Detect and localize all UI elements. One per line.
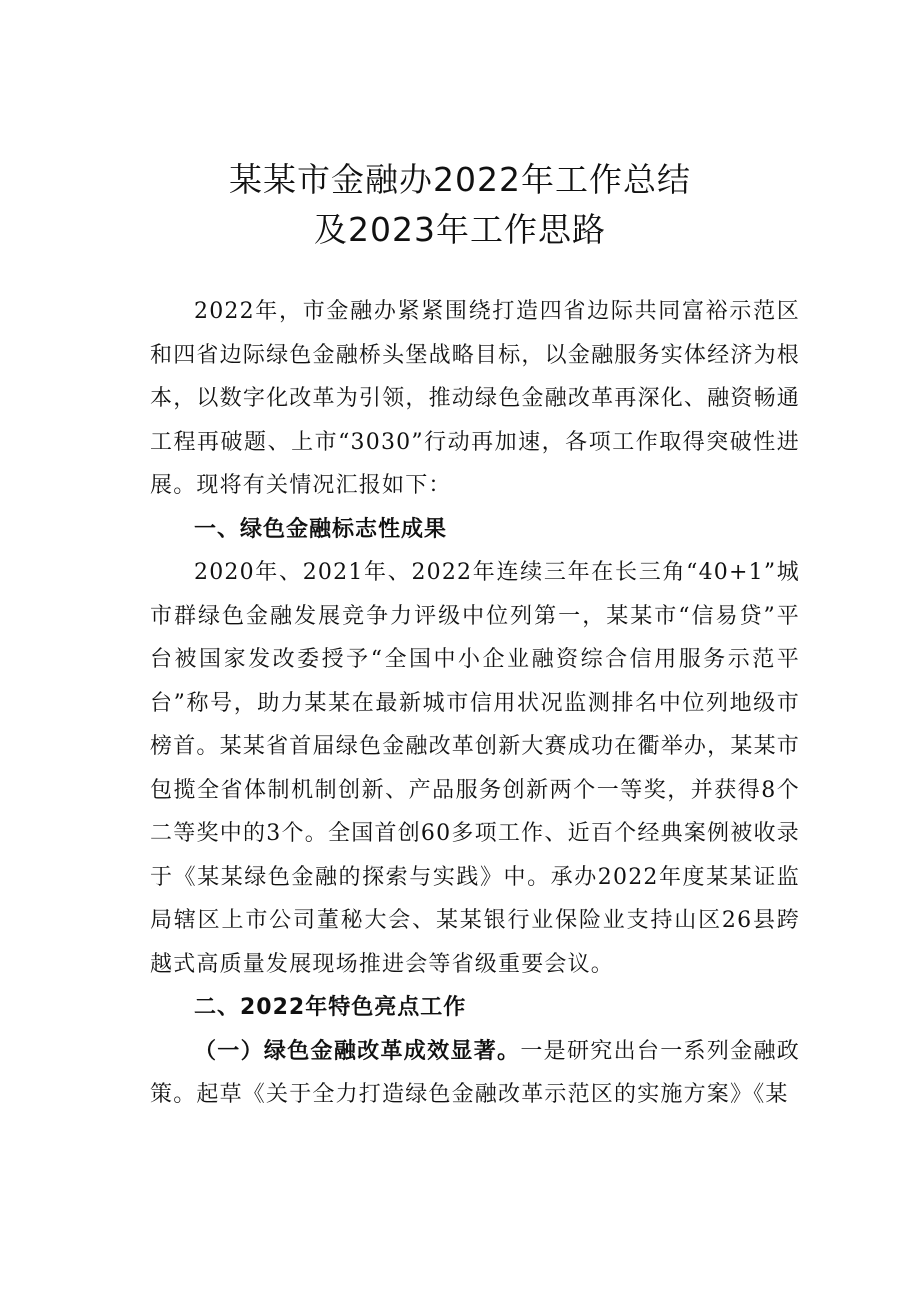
document-body [150, 290, 800, 1117]
section-1-paragraph: 2020年、2021年、2022年连续三年在长三角“40+1”城市群绿色金融发展竞争力评级中位列第一，某某市“信易贷”平台被国家发改委授予“全国中小企业融资综合信用服务示范平台”称号，助力某某在最新城市信用状况监测排名中位列地级市榜首。某某省首届绿色金融改革创新大赛成功在衢举办，某某市包揽全省体制机制创新、产品服务创新两个一等奖，并获得8个二等奖中的3个。全国首创60多项工作、近百个经典案例被收录于《某某绿色金融的探索与实践》中。承办2022年度某某证监局辖区上市公司董秘大会、某某银行业保险业支持山区26县跨越式高质量发展现场推进会等省级重要会议。 [150, 560, 800, 977]
section-1-heading: 一、绿色金融标志性成果 [194, 516, 448, 542]
subsection-1-text: 一是研究出台一系列金融政策。起草《关于全力打造绿色金融改革示范区的实施方案》《某 [150, 1038, 800, 1107]
title-line-2: 及2023年工作思路 [314, 210, 606, 249]
subsection-1-heading: （一）绿色金融改革成效显著。 [194, 1038, 521, 1064]
document-title [0, 155, 920, 255]
section-2-heading: 二、2022年特色亮点工作 [194, 995, 467, 1020]
title-line-1: 某某市金融办2022年工作总结 [229, 160, 691, 199]
intro-paragraph: 2022年，市金融办紧紧围绕打造四省边际共同富裕示范区和四省边际绿色金融桥头堡战略目标，以金融服务实体经济为根本，以数字化改革为引领，推动绿色金融改革再深化、融资畅通工程再破题、上市“3030”行动再加速，各项工作取得突破性进展。现将有关情况汇报如下： [150, 299, 800, 498]
subsection-1-paragraph [150, 1030, 800, 1117]
